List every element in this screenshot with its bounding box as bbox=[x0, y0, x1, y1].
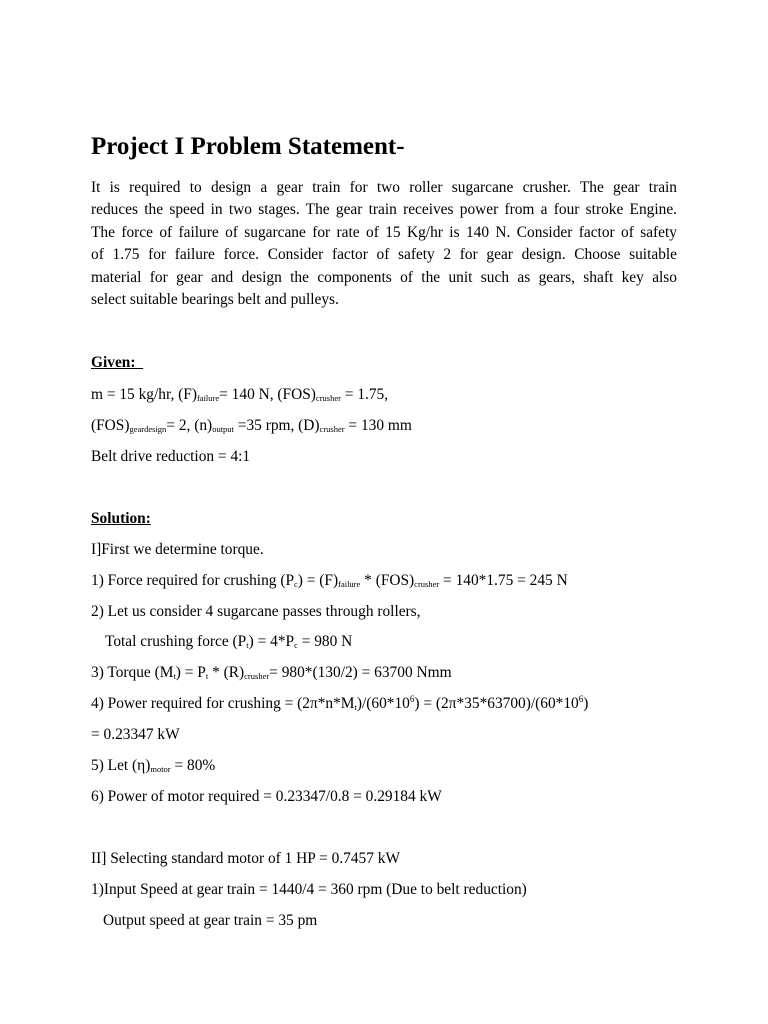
paragraph-line: reduces the speed in two stages. The gear train receives power from a four stroke Engine. bbox=[91, 201, 677, 219]
page-title: Project I Problem Statement- bbox=[91, 133, 405, 160]
solution-step-5: 5) Let $(\eta)_{motor} = 80\%$ bbox=[91, 757, 216, 774]
paragraph-line: select suitable bearings belt and pulleys. bbox=[91, 291, 339, 309]
solution-step-4: 4) Power required for crushing = $(2\pi*n*M_t)/(60*10^6) = (2\pi*35*63700)/(60*10^6)$ bbox=[91, 694, 589, 712]
paragraph-line: The force of failure of sugarcane for rate of 15 Kg/hr is 140 N. Consider factor of safety bbox=[91, 223, 677, 241]
solution-step-2-total: Total crushing force $(P_t) = 4*P_c = 980$ N bbox=[105, 633, 353, 650]
step-torque: I]First we determine torque. bbox=[91, 541, 264, 558]
step-motor-selection: II] Selecting standard motor of 1 HP = 0.7457 kW bbox=[91, 850, 401, 867]
solution-step-3: 3) Torque $(M_t) = P_t * (R)_{crusher}= 980*(130/2) = 63700$ Nmm bbox=[91, 664, 452, 681]
motor-step-1-output: Output speed at gear train = 35 pm bbox=[103, 912, 318, 929]
motor-step-1: 1)Input Speed at gear train = 1440/4 = 360 rpm (Due to belt reduction) bbox=[91, 881, 527, 898]
paragraph-line: material for gear and design the components of the unit such as gears, shaft key also bbox=[91, 268, 677, 286]
given-line-2: $(FOS)_{geardesign}= 2$, $(n)_{output} =35$ rpm, $(D)_{crusher} = 130$ mm bbox=[91, 417, 412, 434]
solution-step-1: 1) Force required for crushing $(P_c) = (F)_{failure} * (FOS)_{crusher} = 140*1.75 = 245$ N bbox=[91, 572, 568, 589]
solution-step-4-result: = 0.23347 kW bbox=[91, 726, 180, 743]
solution-step-2: 2) Let us consider 4 sugarcane passes through rollers, bbox=[91, 603, 421, 620]
paragraph-line: It is required to design a gear train for two roller sugarcane crusher. The gear train bbox=[91, 179, 677, 196]
solution-step-6: 6) Power of motor required = 0.23347/0.8 = 0.29184 kW bbox=[91, 788, 442, 805]
solution-heading: Solution: bbox=[91, 510, 151, 527]
given-line-1: m = 15 kg/hr, $(F)_{failure}= 140$ N, $(FOS)_{crusher} = 1.75$, bbox=[91, 386, 389, 403]
given-line-3: Belt drive reduction = 4:1 bbox=[91, 448, 251, 465]
given-heading: Given: bbox=[91, 354, 136, 371]
problem-statement-paragraph bbox=[91, 177, 677, 311]
paragraph-line: of 1.75 for failure force. Consider factor of safety 2 for gear design. Choose suitable bbox=[91, 246, 677, 264]
